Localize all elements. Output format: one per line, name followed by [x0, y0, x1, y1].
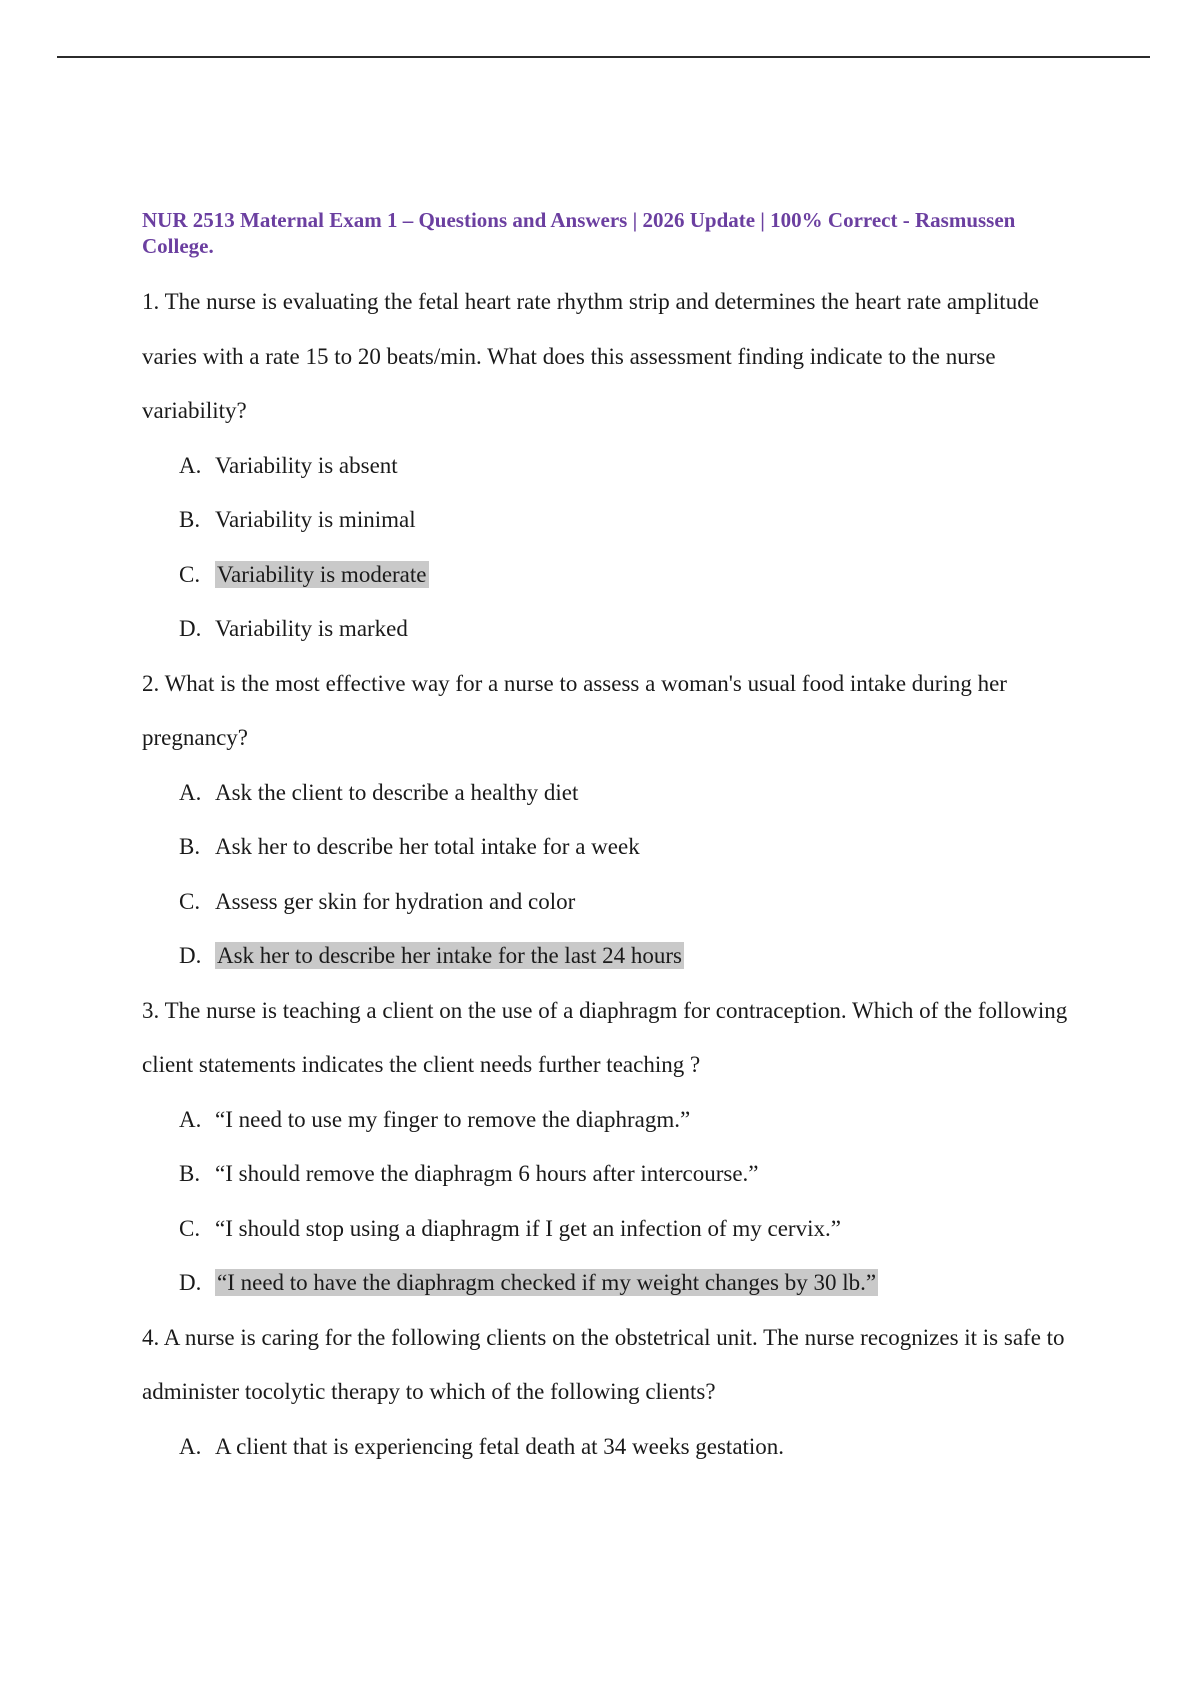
option-letter: B .	[179, 820, 215, 875]
option-letter: D .	[179, 1256, 215, 1311]
option-text: Ask the client to describe a healthy diet	[215, 779, 579, 805]
question-3	[142, 984, 1082, 1311]
answer-option	[179, 875, 1082, 930]
option-text: “I should remove the diaphragm 6 hours after intercourse.”	[215, 1161, 759, 1186]
question-number: 3 .	[142, 998, 165, 1023]
answer-option	[179, 1202, 1082, 1257]
answer-options	[142, 1420, 1082, 1475]
answer-option	[179, 1093, 1082, 1148]
question-stem	[142, 984, 1082, 1093]
option-letter: A .	[179, 766, 215, 821]
option-text: Variability is absent	[215, 452, 398, 478]
question-1	[142, 275, 1082, 657]
option-letter: C .	[179, 1202, 215, 1257]
question-number: 2 .	[142, 671, 165, 696]
document-title: NUR 2513 Maternal Exam 1 – Questions and Answers | 2026 Update | 100% Correct - Rasmussen College.	[142, 208, 1016, 258]
highlighted-answer: “I need to have the diaphragm checked if my weight changes by 30 lb.”	[217, 1270, 877, 1295]
answer-option	[179, 766, 1082, 821]
answer-options	[142, 439, 1082, 657]
answer-option-correct	[179, 1256, 1082, 1311]
answer-option-correct	[179, 929, 1082, 984]
answer-options	[142, 1093, 1082, 1311]
option-text: Variability is minimal	[215, 507, 416, 532]
option-letter: D .	[179, 602, 215, 657]
highlighted-answer: Ask her to describe her intake for the last 24 hours	[217, 943, 682, 968]
header-rule	[57, 56, 1150, 58]
option-text: Assess ger skin for hydration and color	[215, 888, 576, 914]
option-letter: B .	[179, 1147, 215, 1202]
answer-option	[179, 439, 1082, 494]
answer-option	[179, 1420, 1082, 1475]
highlighted-answer: Variability is moderate	[217, 561, 427, 587]
option-letter: C .	[179, 548, 215, 603]
question-stem	[142, 275, 1082, 439]
question-stem	[142, 657, 1082, 766]
question-text: What is the most effective way for a nurse to assess a woman's usual food intake during her pregnancy?	[142, 670, 1007, 750]
document-body	[142, 207, 1082, 1474]
question-2	[142, 657, 1082, 984]
option-letter: B .	[179, 493, 215, 548]
option-letter: A .	[179, 1093, 215, 1148]
option-text: Ask her to describe her total intake for a week	[215, 834, 640, 859]
option-text: A client that is experiencing fetal death at 34 weeks gestation.	[215, 1433, 785, 1459]
option-letter: A .	[179, 1420, 215, 1475]
option-letter: D .	[179, 929, 215, 984]
answer-option	[179, 1147, 1082, 1202]
option-text: “I should stop using a diaphragm if I get an infection of my cervix.”	[215, 1215, 841, 1241]
answer-option	[179, 493, 1082, 548]
question-number: 1 .	[142, 289, 165, 314]
option-text: “I need to use my finger to remove the diaphragm.”	[215, 1106, 691, 1132]
question-text: A nurse is caring for the following clients on the obstetrical unit. The nurse recognizes it is safe to administer tocolytic therapy to which of the following clients?	[142, 1324, 1065, 1404]
option-letter: A .	[179, 439, 215, 494]
option-letter: C .	[179, 875, 215, 930]
question-text: The nurse is evaluating the fetal heart rate rhythm strip and determines the heart rate amplitude varies with a rate 15 to 20 beats/min. What does this assessment finding indicate to the nurse variability?	[142, 289, 1039, 423]
question-text: The nurse is teaching a client on the use of a diaphragm for contraception. Which of the following client statements indicates the client needs further teaching ?	[142, 997, 1068, 1077]
option-text: Variability is marked	[215, 616, 408, 641]
question-4	[142, 1311, 1082, 1475]
question-number: 4 .	[142, 1325, 164, 1350]
answer-option-correct	[179, 548, 1082, 603]
answer-options	[142, 766, 1082, 984]
answer-option	[179, 820, 1082, 875]
question-stem	[142, 1311, 1082, 1420]
answer-option	[179, 602, 1082, 657]
